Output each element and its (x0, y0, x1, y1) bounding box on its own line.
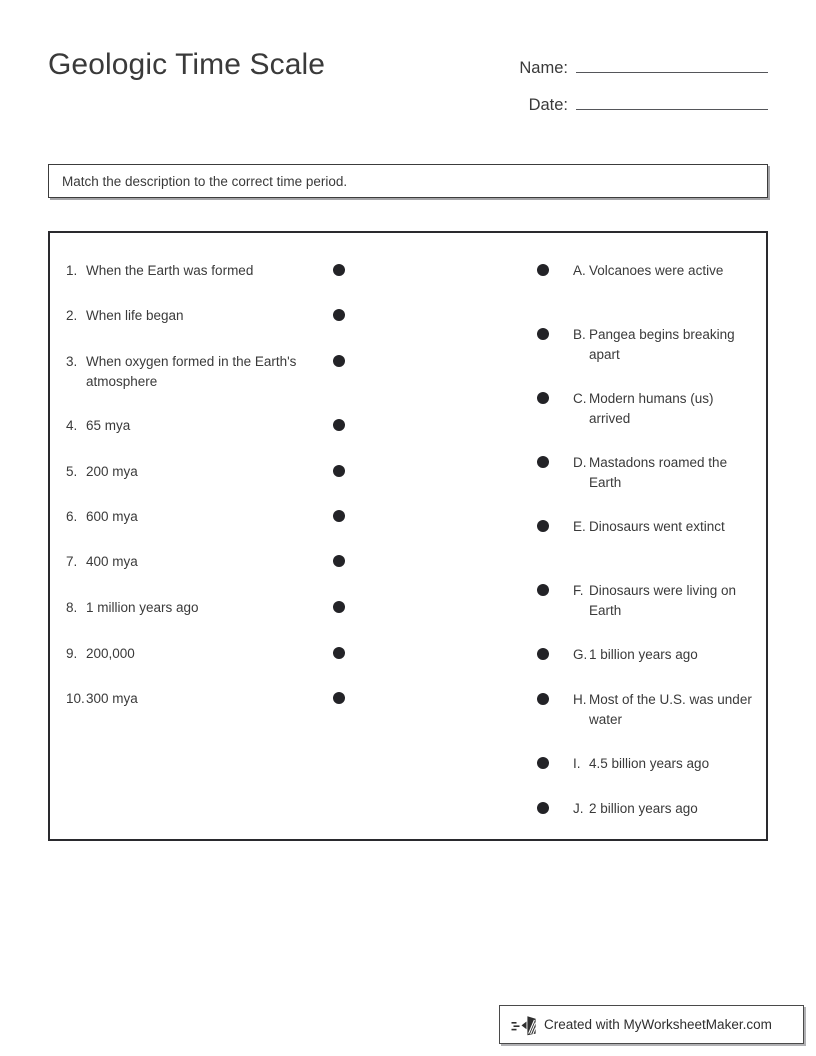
right-item-marker: G. (573, 647, 588, 662)
match-right-item[interactable] (537, 797, 752, 819)
match-dot[interactable] (537, 259, 573, 276)
left-item-marker: 8. (66, 600, 78, 615)
right-item-text (573, 323, 752, 365)
match-dot-glyph (537, 328, 549, 340)
match-left-item[interactable] (66, 596, 352, 618)
right-item-marker: A. (573, 263, 586, 278)
match-dot-glyph (333, 555, 345, 567)
match-dot[interactable] (326, 460, 352, 477)
right-item-marker: D. (573, 455, 587, 470)
match-dot-glyph (537, 264, 549, 276)
right-item-marker: E. (573, 519, 586, 534)
match-dot[interactable] (326, 505, 352, 522)
match-left-item[interactable] (66, 414, 352, 436)
match-right-item[interactable] (537, 579, 752, 621)
match-right-item[interactable] (537, 752, 752, 774)
instruction-box (48, 164, 768, 198)
right-item-marker: B. (573, 327, 586, 342)
match-dot-glyph (537, 693, 549, 705)
left-item-text (66, 687, 326, 709)
match-left-item[interactable] (66, 642, 352, 664)
left-item-text (66, 414, 326, 436)
right-item-label: Mastadons roamed the Earth (589, 455, 728, 490)
match-right-item[interactable] (537, 688, 752, 730)
match-dot-glyph (333, 647, 345, 659)
page-title: Geologic Time Scale (48, 48, 326, 81)
match-dot[interactable] (326, 550, 352, 567)
match-dot-glyph (537, 802, 549, 814)
match-left-item[interactable] (66, 550, 352, 572)
right-item-text (573, 515, 752, 537)
match-dot-glyph (333, 601, 345, 613)
match-dot[interactable] (326, 259, 352, 276)
right-item-label: Dinosaurs went extinct (589, 519, 725, 534)
match-left-item[interactable] (66, 505, 352, 527)
left-item-text (66, 259, 326, 281)
left-item-text (66, 350, 326, 392)
worksheet-header (0, 0, 816, 140)
match-dot[interactable] (537, 797, 573, 814)
match-right-item[interactable] (537, 643, 752, 665)
name-field-row (506, 53, 768, 78)
right-item-label: Dinosaurs were living on Earth (589, 583, 737, 618)
right-item-text (573, 643, 752, 665)
right-item-label: Volcanoes were active (589, 263, 724, 278)
right-item-text (573, 752, 752, 774)
right-item-marker: H. (573, 692, 587, 707)
left-item-label: 200 mya (86, 464, 138, 479)
right-item-label: Modern humans (us) arrived (589, 391, 714, 426)
right-item-text (573, 387, 752, 429)
match-dot[interactable] (537, 643, 573, 660)
match-left-item[interactable] (66, 259, 352, 281)
matching-exercise-box (48, 231, 768, 841)
match-dot-glyph (537, 648, 549, 660)
match-dot-glyph (537, 584, 549, 596)
match-dot[interactable] (537, 752, 573, 769)
right-item-marker: I. (573, 756, 581, 771)
footer-attribution-badge[interactable] (499, 1005, 804, 1044)
left-item-label: 200,000 (86, 646, 135, 661)
left-item-marker: 2. (66, 308, 78, 323)
right-item-text (573, 451, 752, 493)
match-dot[interactable] (537, 323, 573, 340)
date-field-row (506, 90, 768, 115)
match-dot[interactable] (326, 642, 352, 659)
left-item-text (66, 550, 326, 572)
right-item-text (573, 579, 752, 621)
left-item-label: 65 mya (86, 418, 131, 433)
date-input-line[interactable] (576, 90, 768, 110)
match-dot[interactable] (326, 414, 352, 431)
match-right-item[interactable] (537, 323, 752, 365)
name-label: Name: (519, 59, 568, 77)
left-item-label: 600 mya (86, 509, 138, 524)
match-dot[interactable] (537, 688, 573, 705)
left-item-marker: 10. (66, 691, 85, 706)
match-dot-glyph (537, 456, 549, 468)
right-item-label: 1 billion years ago (589, 647, 698, 662)
match-dot-glyph (537, 520, 549, 532)
left-item-text (66, 304, 326, 326)
match-dot[interactable] (326, 304, 352, 321)
match-dot-glyph (537, 392, 549, 404)
match-dot-glyph (333, 355, 345, 367)
name-input-line[interactable] (576, 53, 768, 73)
match-dot-glyph (333, 510, 345, 522)
left-item-marker: 4. (66, 418, 78, 433)
match-right-item[interactable] (537, 515, 752, 537)
left-item-label: When the Earth was formed (86, 263, 254, 278)
match-dot[interactable] (326, 687, 352, 704)
left-item-label: 400 mya (86, 554, 138, 569)
left-item-label: 1 million years ago (86, 600, 199, 615)
match-dot-glyph (333, 419, 345, 431)
match-right-item[interactable] (537, 259, 752, 281)
left-item-marker: 1. (66, 263, 78, 278)
right-item-label: 2 billion years ago (589, 801, 698, 816)
match-dot[interactable] (326, 350, 352, 367)
worksheet-maker-logo-icon (511, 1012, 539, 1038)
match-dot[interactable] (326, 596, 352, 613)
left-item-text (66, 642, 326, 664)
match-right-item[interactable] (537, 451, 752, 493)
right-item-label: Pangea begins breaking apart (589, 327, 735, 362)
left-item-label: When life began (86, 308, 184, 323)
instruction-text: Match the description to the correct time period. (62, 173, 348, 189)
right-item-text (573, 259, 752, 281)
match-left-item[interactable] (66, 460, 352, 482)
right-item-marker: C. (573, 391, 587, 406)
left-item-marker: 7. (66, 554, 78, 569)
match-dot[interactable] (537, 387, 573, 404)
left-item-label: When oxygen formed in the Earth's atmosphere (86, 354, 297, 389)
footer-text: Created with MyWorksheetMaker.com (544, 1017, 772, 1032)
right-item-label: Most of the U.S. was under water (589, 692, 752, 727)
left-item-marker: 5. (66, 464, 78, 479)
left-item-text (66, 596, 326, 618)
match-dot-glyph (333, 465, 345, 477)
match-left-item[interactable] (66, 687, 352, 709)
match-right-item[interactable] (537, 387, 752, 429)
right-item-marker: F. (573, 583, 584, 598)
left-item-text (66, 505, 326, 527)
match-left-item[interactable] (66, 304, 352, 326)
left-item-marker: 6. (66, 509, 78, 524)
date-label: Date: (528, 96, 568, 114)
match-dot[interactable] (537, 451, 573, 468)
left-item-text (66, 460, 326, 482)
match-dot-glyph (333, 309, 345, 321)
match-left-item[interactable] (66, 350, 352, 392)
left-item-label: 300 mya (86, 691, 138, 706)
right-item-text (573, 797, 752, 819)
right-item-label: 4.5 billion years ago (589, 756, 710, 771)
match-dot[interactable] (537, 515, 573, 532)
match-dot-glyph (333, 264, 345, 276)
right-item-text (573, 688, 752, 730)
left-item-marker: 3. (66, 354, 78, 369)
left-item-marker: 9. (66, 646, 78, 661)
match-dot-glyph (537, 757, 549, 769)
match-dot-glyph (333, 692, 345, 704)
match-dot[interactable] (537, 579, 573, 596)
right-item-marker: J. (573, 801, 584, 816)
